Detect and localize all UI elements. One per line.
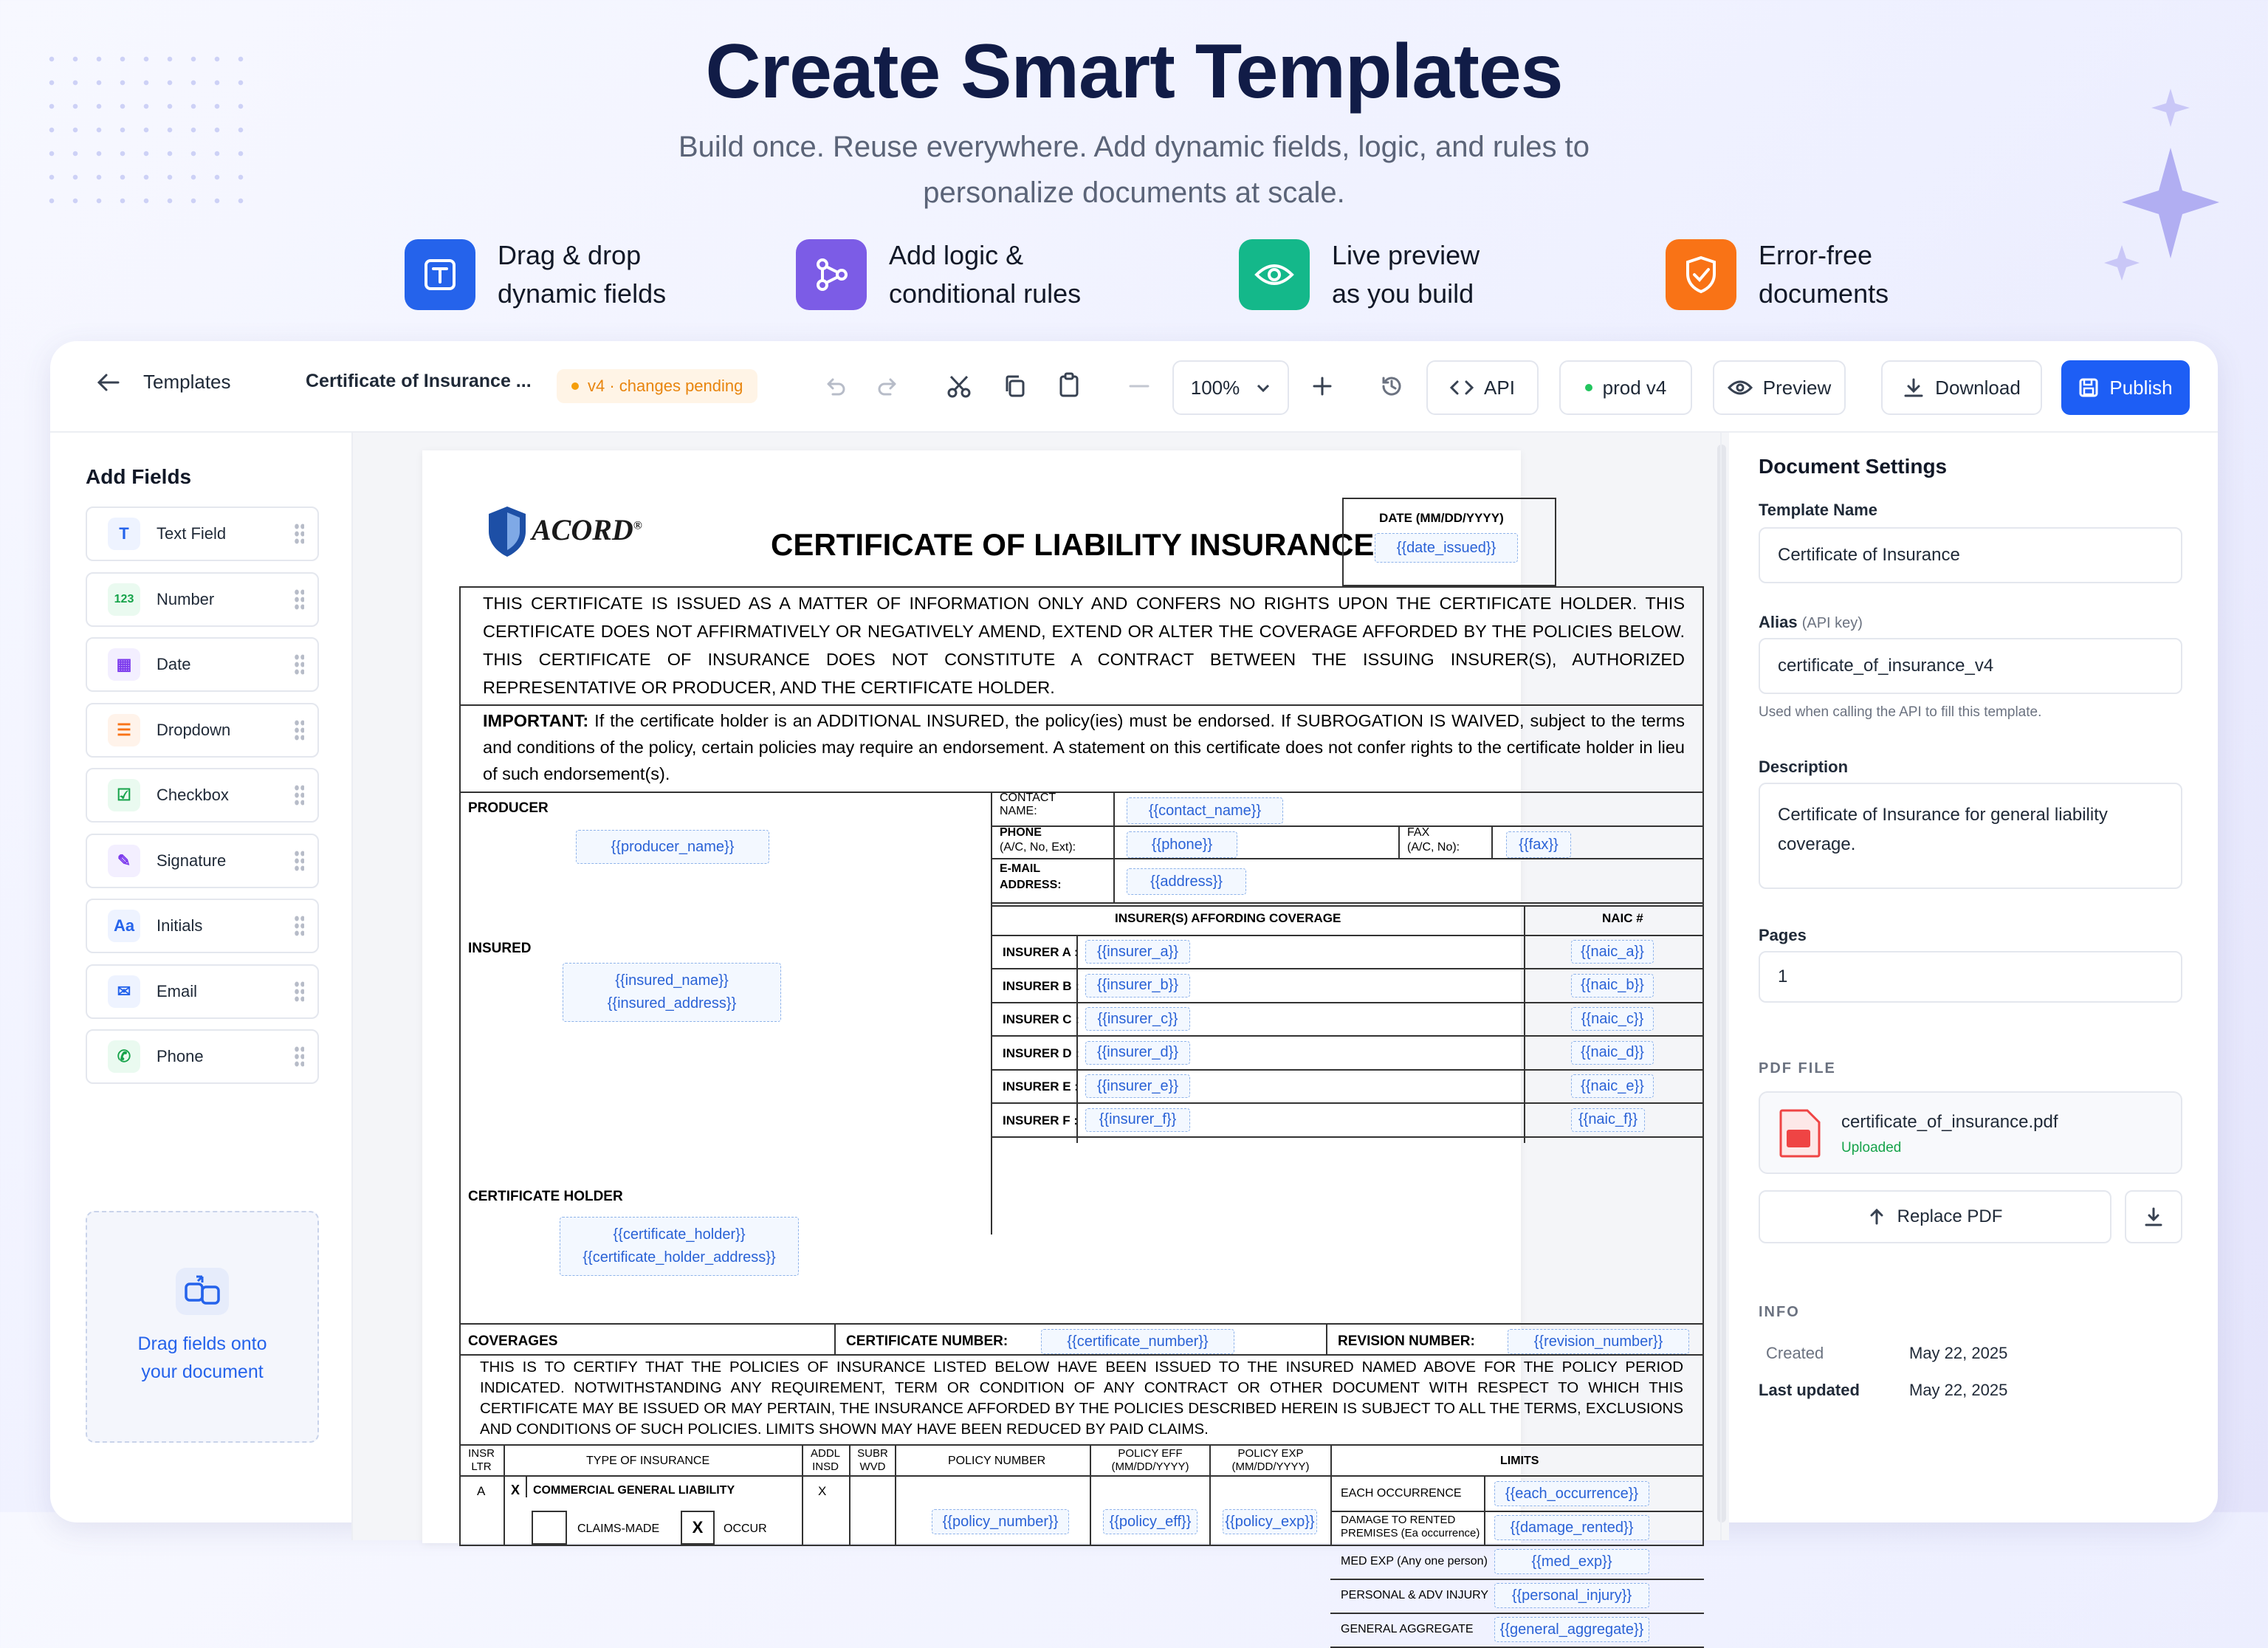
status-dot xyxy=(571,382,579,390)
drag-handle-icon[interactable] xyxy=(294,981,304,1003)
field-naic[interactable]: {{naic_d}} xyxy=(1571,1041,1654,1065)
email-label-2: ADDRESS: xyxy=(1000,879,1062,891)
drag-handle-icon[interactable] xyxy=(294,523,304,545)
feature-line: conditional rules xyxy=(889,278,1082,309)
env-label: prod v4 xyxy=(1602,376,1667,399)
field-type-date[interactable] xyxy=(86,637,319,692)
important-notice xyxy=(483,707,1685,787)
limit-label xyxy=(1341,1514,1480,1540)
field-type-label: Signature xyxy=(157,851,227,870)
field-insurer[interactable]: {{insurer_f}} xyxy=(1085,1108,1190,1132)
zoom-out-icon[interactable] xyxy=(1128,384,1150,388)
limit-label: GENERAL AGGREGATE xyxy=(1341,1623,1474,1635)
field-type-phone[interactable] xyxy=(86,1029,319,1084)
contact-label xyxy=(1000,792,1056,818)
environment-selector[interactable] xyxy=(1559,360,1692,415)
fax-label-2: (A/C, No): xyxy=(1407,841,1460,854)
field-type-label: Phone xyxy=(157,1047,204,1065)
sparkle-icon xyxy=(2111,89,2259,310)
claims-made-checkbox[interactable] xyxy=(532,1511,567,1545)
pages-input[interactable]: 1 xyxy=(1759,951,2182,1003)
template-name-input[interactable]: Certificate of Insurance xyxy=(1759,527,2182,583)
limit-row-divider xyxy=(1330,1511,1704,1512)
insured-name-ph: {{insured_name}} xyxy=(615,972,729,989)
field-naic[interactable]: {{naic_e}} xyxy=(1571,1074,1654,1098)
download-icon xyxy=(2143,1206,2164,1227)
certify-text: THIS IS TO CERTIFY THAT THE POLICIES OF INSURANCE LISTED BELOW HAVE BEEN ISSUED TO THE INSURED NAMED ABOVE FOR THE POLICY PERIOD INDICATED. NOTWITHSTANDING ANY REQUIREMENT, TERM OR CONDITION OF ANY CONTRACT OR OTHER DOCUMENT WITH RESPECT TO WHICH THIS CERTIFICATE MAY BE ISSUED OR MAY PERTAIN, THE INSURANCE AFFORDED BY THE POLICIES DESCRIBED HEREIN IS SUBJECT TO ALL THE TERMS, EXCLUSIONS AND CONDITIONS OF SUCH POLICIES. LIMITS SHOWN MAY HAVE BEEN REDUCED BY PAID CLAIMS. xyxy=(480,1359,1683,1438)
limit-label: MED EXP (Any one person) xyxy=(1341,1555,1488,1568)
email-label-1: E-MAIL xyxy=(1000,862,1041,875)
cgl-check-mark[interactable]: X xyxy=(511,1483,520,1497)
back-label: Templates xyxy=(143,371,231,393)
save-icon xyxy=(2078,377,2099,398)
drop-zone-text: Drag fields onto your document xyxy=(137,1333,267,1382)
acord-certificate-page xyxy=(422,450,1685,1638)
field-type-label: Dropdown xyxy=(157,720,231,739)
zoom-select[interactable] xyxy=(1172,360,1289,415)
insurer-label: INSURER C : xyxy=(1003,1012,1079,1026)
paste-icon[interactable] xyxy=(1057,372,1081,399)
updated-label: Last updated xyxy=(1759,1381,1860,1399)
cut-icon[interactable] xyxy=(946,374,972,399)
field-naic[interactable]: {{naic_b}} xyxy=(1571,974,1654,998)
hero-title: Create Smart Templates xyxy=(705,29,1563,114)
limit-label-1: DAMAGE TO RENTED xyxy=(1341,1514,1456,1526)
certificate-title: CERTIFICATE OF LIABILITY INSURANCE xyxy=(771,527,1375,562)
limit-row-divider xyxy=(1330,1579,1704,1580)
initials-icon: Aa xyxy=(108,910,140,942)
pages-label: Pages xyxy=(1759,926,1807,944)
contact-label-1: CONTACT xyxy=(1000,792,1056,804)
alias-help: Used when calling the API to fill this template. xyxy=(1759,704,2042,720)
undo-icon[interactable] xyxy=(822,375,846,397)
col-addl-insd xyxy=(806,1447,845,1474)
col-policy-number: POLICY NUMBER xyxy=(948,1455,1046,1467)
insurer-label: INSURER D : xyxy=(1003,1046,1079,1060)
replace-pdf-label: Replace PDF xyxy=(1897,1206,2003,1226)
feature-line: Live preview xyxy=(1332,240,1480,270)
field-type-checkbox[interactable] xyxy=(86,768,319,823)
field-insured[interactable] xyxy=(563,963,781,1022)
drag-fields-icon xyxy=(176,1268,229,1315)
col-insr-2: LTR xyxy=(471,1460,492,1473)
drag-handle-icon[interactable] xyxy=(294,719,304,741)
feature-line: Add logic & xyxy=(889,240,1024,270)
info-section: INFO xyxy=(1759,1304,1800,1320)
eye-icon xyxy=(1239,239,1310,310)
api-button[interactable] xyxy=(1426,360,1539,415)
registered-mark: ® xyxy=(633,519,642,532)
zoom-in-icon[interactable] xyxy=(1311,375,1333,397)
field-certificate-holder[interactable] xyxy=(560,1217,799,1276)
field-producer-name[interactable]: {{producer_name}} xyxy=(576,830,769,864)
field-phone[interactable]: {{phone}} xyxy=(1127,831,1237,858)
occur-checkbox[interactable]: X xyxy=(681,1511,715,1545)
pdf-upload-status: Uploaded xyxy=(1841,1140,1902,1156)
chevron-down-icon xyxy=(1256,383,1271,392)
field-fax[interactable]: {{fax}} xyxy=(1506,831,1571,858)
preview-label: Preview xyxy=(1762,376,1832,399)
number-icon: 123 xyxy=(108,583,140,616)
col-insr-1: INSR xyxy=(468,1447,495,1460)
insurer-row-divider xyxy=(991,1136,1704,1138)
field-naic[interactable]: {{naic_c}} xyxy=(1571,1007,1654,1031)
email-label xyxy=(1000,861,1062,893)
feature-line: dynamic fields xyxy=(498,278,667,309)
insurer-row-divider xyxy=(991,968,1704,969)
acord-wordmark xyxy=(532,512,642,547)
acord-shield-logo xyxy=(486,505,529,558)
occur-label: OCCUR xyxy=(724,1522,767,1535)
drag-handle-icon[interactable] xyxy=(294,915,304,937)
field-policy-number[interactable]: {{policy_number}} xyxy=(932,1509,1069,1534)
template-name-label: Template Name xyxy=(1759,501,1877,519)
mail-icon: ✉ xyxy=(108,975,140,1008)
pdf-file-card[interactable] xyxy=(1759,1091,2182,1174)
field-type-email[interactable] xyxy=(86,964,319,1019)
col-type-of-insurance: TYPE OF INSURANCE xyxy=(586,1455,710,1467)
limit-row-divider xyxy=(1330,1545,1704,1546)
important-text: If the certificate holder is an ADDITIONAL INSURED, the policy(ies) must be endorsed. If SUBROGATION IS WAIVED, subject to the terms and conditions of the policy, certain policies may require an endorsement. A statement on this certificate does not confer rights to the certificate holder in lieu of such endorsement(s). xyxy=(483,711,1685,783)
col-policy-exp xyxy=(1217,1447,1324,1474)
checkbox-icon: ☑ xyxy=(108,779,140,811)
acord-wordmark-text: ACORD xyxy=(532,513,633,546)
text-icon: T xyxy=(108,518,140,550)
upload-icon xyxy=(1868,1207,1886,1226)
phone-icon: ✆ xyxy=(108,1040,140,1073)
field-limit[interactable]: {{med_exp}} xyxy=(1494,1549,1649,1574)
holder-name-ph: {{certificate_holder}} xyxy=(613,1226,746,1243)
api-label: API xyxy=(1484,376,1515,399)
notice-text: THIS CERTIFICATE IS ISSUED AS A MATTER OF INFORMATION ONLY AND CONFERS NO RIGHTS UPON THE CERTIFICATE HOLDER. THIS CERTIFICATE DOES NOT AFFIRMATIVELY OR NEGATIVELY AMEND, EXTEND OR ALTER THE COVERAGE AFFORDED BY THE POLICIES BELOW. THIS CERTIFICATE OF INSURANCE DOES NOT CONSTITUTE A CONTRACT BETWEEN THE ISSUING INSURER(S), AUTHORIZED REPRESENTATIVE OR PRODUCER, AND THE CERTIFICATE HOLDER. xyxy=(483,594,1685,697)
field-type-text-field[interactable] xyxy=(86,507,319,561)
download-icon xyxy=(1903,377,1925,399)
field-date-issued[interactable]: {{date_issued}} xyxy=(1375,533,1518,563)
field-insurer[interactable]: {{insurer_a}} xyxy=(1085,940,1190,964)
shield-check-icon xyxy=(1666,239,1736,310)
insured-label: INSURED xyxy=(468,941,532,956)
fax-label xyxy=(1407,825,1460,855)
col-addl-1: ADDL xyxy=(810,1447,840,1460)
feature-line: Drag & drop xyxy=(498,240,642,270)
hero-subtitle: Build once. Reuse everywhere. Add dynamic fields, logic, and rules to personalize documents at scale. xyxy=(678,131,1590,209)
field-naic[interactable]: {{naic_f}} xyxy=(1571,1108,1645,1132)
alias-hint: (API key) xyxy=(1801,615,1863,631)
editor-window xyxy=(50,341,2218,1638)
replace-pdf-button[interactable] xyxy=(1759,1190,2111,1243)
field-type-initials[interactable] xyxy=(86,899,319,953)
insurer-row-divider xyxy=(991,1102,1704,1104)
drag-handle-icon[interactable] xyxy=(294,653,304,676)
field-insurer[interactable]: {{insurer_c}} xyxy=(1085,1007,1190,1031)
copy-icon[interactable] xyxy=(1003,374,1028,399)
col-subr-1: SUBR xyxy=(857,1447,888,1460)
arrow-left-icon xyxy=(96,373,120,392)
download-button[interactable] xyxy=(1881,360,2042,415)
redo-icon[interactable] xyxy=(877,375,901,397)
cgl-label: COMMERCIAL GENERAL LIABILITY xyxy=(533,1484,735,1497)
field-type-label: Date xyxy=(157,655,191,673)
col-eff-1: POLICY EFF xyxy=(1118,1447,1183,1460)
list-icon: ☰ xyxy=(108,714,140,746)
code-icon xyxy=(1450,380,1474,396)
field-type-dropdown[interactable] xyxy=(86,703,319,758)
col-subr-2: WVD xyxy=(859,1460,886,1473)
field-email-address[interactable]: {{address}} xyxy=(1127,868,1246,895)
col-policy-eff xyxy=(1099,1447,1202,1474)
publish-button[interactable] xyxy=(2061,360,2190,415)
fields-sidebar xyxy=(50,433,353,1540)
field-limit[interactable]: {{damage_rented}} xyxy=(1494,1515,1649,1540)
phone-label-1: PHONE xyxy=(1000,826,1042,839)
field-insurer[interactable]: {{insurer_d}} xyxy=(1085,1041,1190,1065)
created-date: May 22, 2025 xyxy=(1909,1344,2008,1362)
toolbar xyxy=(50,341,2218,433)
field-insurer[interactable]: {{insurer_b}} xyxy=(1085,974,1190,998)
addl-insd-mark: X xyxy=(818,1484,827,1498)
drag-handle-icon[interactable] xyxy=(294,1046,304,1068)
field-revision-number[interactable]: {{revision_number}} xyxy=(1508,1329,1689,1354)
signature-icon: ✎ xyxy=(108,845,140,877)
insr-ltr-a: A xyxy=(477,1484,486,1498)
field-type-label: Initials xyxy=(157,916,203,935)
col-limits: LIMITS xyxy=(1500,1455,1539,1467)
field-type-label: Number xyxy=(157,589,215,608)
insurer-label: INSURER B : xyxy=(1003,978,1079,993)
col-eff-2: (MM/DD/YYYY) xyxy=(1111,1460,1189,1473)
zoom-value: 100% xyxy=(1190,376,1240,399)
col-exp-1: POLICY EXP xyxy=(1237,1447,1304,1460)
download-pdf-button[interactable] xyxy=(2125,1190,2182,1243)
feature-line: documents xyxy=(1759,278,1889,309)
col-subr-wvd xyxy=(853,1447,892,1474)
field-policy-eff[interactable]: {{policy_eff}} xyxy=(1103,1509,1197,1534)
alias-label xyxy=(1759,613,1863,632)
insurer-row-divider xyxy=(991,1035,1704,1037)
insured-address-ph: {{insured_address}} xyxy=(607,995,737,1012)
coverages-label: COVERAGES xyxy=(468,1333,558,1349)
col-insr-ltr xyxy=(467,1447,496,1474)
field-naic[interactable]: {{naic_a}} xyxy=(1571,940,1654,964)
description-label: Description xyxy=(1759,758,1849,776)
limit-label: EACH OCCURRENCE xyxy=(1341,1487,1462,1500)
field-contact-name[interactable]: {{contact_name}} xyxy=(1127,797,1283,824)
limit-label-2: PREMISES (Ea occurrence) xyxy=(1341,1527,1480,1539)
insurer-label: INSURER A : xyxy=(1003,945,1079,959)
feature-line: as you build xyxy=(1332,278,1474,309)
doc-title[interactable]: Certificate of Insurance ... xyxy=(306,371,532,391)
settings-title: Document Settings xyxy=(1759,455,1948,478)
insurer-label: INSURER E : xyxy=(1003,1079,1079,1093)
drop-zone[interactable] xyxy=(86,1211,319,1443)
feature-preview xyxy=(1239,236,1480,313)
field-type-label: Checkbox xyxy=(157,786,229,804)
field-limit[interactable]: {{general_aggregate}} xyxy=(1494,1617,1649,1642)
document-canvas xyxy=(353,433,1729,1638)
description-textarea[interactable]: Certificate of Insurance for general liability coverage. xyxy=(1759,783,2182,889)
field-limit[interactable]: {{each_occurrence}} xyxy=(1494,1481,1649,1506)
revision-number-label: REVISION NUMBER: xyxy=(1338,1333,1475,1349)
col-addl-2: INSD xyxy=(812,1460,839,1473)
drag-handle-icon[interactable] xyxy=(294,588,304,611)
field-limit[interactable]: {{personal_injury}} xyxy=(1494,1583,1649,1608)
feature-line: Error-free xyxy=(1759,240,1873,270)
insurers-header: INSURER(S) AFFORDING COVERAGE xyxy=(1115,911,1341,925)
pdf-file-icon xyxy=(1778,1109,1822,1158)
producer-label: PRODUCER xyxy=(468,800,549,816)
publish-label: Publish xyxy=(2109,376,2173,399)
preview-button[interactable] xyxy=(1713,360,1846,415)
phone-label xyxy=(1000,825,1076,855)
feature-logic xyxy=(796,236,1081,313)
settings-panel xyxy=(1720,433,2218,1540)
field-certificate-number[interactable]: {{certificate_number}} xyxy=(1041,1329,1234,1354)
field-insurer[interactable]: {{insurer_e}} xyxy=(1085,1074,1190,1098)
drag-handle-icon[interactable] xyxy=(294,850,304,872)
fax-label-1: FAX xyxy=(1407,826,1430,839)
sidebar-title: Add Fields xyxy=(86,465,192,488)
col-exp-2: (MM/DD/YYYY) xyxy=(1231,1460,1310,1473)
insurer-label: INSURER F : xyxy=(1003,1113,1078,1127)
certificate-number-label: CERTIFICATE NUMBER: xyxy=(846,1333,1008,1349)
date-label: DATE (MM/DD/YYYY) xyxy=(1379,511,1504,525)
field-policy-exp[interactable]: {{policy_exp}} xyxy=(1223,1509,1317,1534)
insurer-row-divider xyxy=(991,1002,1704,1003)
field-type-number[interactable] xyxy=(86,572,319,627)
alias-input[interactable]: certificate_of_insurance_v4 xyxy=(1759,638,2182,694)
drag-handle-icon[interactable] xyxy=(294,784,304,806)
history-icon[interactable] xyxy=(1379,374,1404,399)
holder-address-ph: {{certificate_holder_address}} xyxy=(583,1249,776,1266)
field-type-label: Email xyxy=(157,981,198,1000)
feature-error-free xyxy=(1666,236,1889,313)
back-to-templates[interactable] xyxy=(96,371,231,394)
eye-icon xyxy=(1728,379,1753,396)
claims-made-label: CLAIMS-MADE xyxy=(577,1522,660,1535)
phone-label-2: (A/C, No, Ext): xyxy=(1000,841,1076,854)
important-label: IMPORTANT: xyxy=(483,711,589,730)
field-type-label: Text Field xyxy=(157,524,227,543)
limit-label: PERSONAL & ADV INJURY xyxy=(1341,1589,1489,1601)
field-type-signature[interactable] xyxy=(86,834,319,888)
naic-header: NAIC # xyxy=(1602,911,1643,925)
status-badge xyxy=(557,369,757,403)
alias-label-text: Alias xyxy=(1759,613,1798,631)
insurer-row-divider xyxy=(991,1069,1704,1071)
pdf-file-name: certificate_of_insurance.pdf xyxy=(1841,1112,2058,1132)
branch-icon xyxy=(796,239,867,310)
contact-label-2: NAME: xyxy=(1000,805,1037,817)
text-field-icon xyxy=(405,239,475,310)
calendar-icon: ▦ xyxy=(108,648,140,681)
status-text: v4 · changes pending xyxy=(588,377,743,395)
certificate-holder-label: CERTIFICATE HOLDER xyxy=(468,1189,623,1204)
download-label: Download xyxy=(1935,376,2021,399)
updated-date: May 22, 2025 xyxy=(1909,1381,2008,1399)
created-label: Created xyxy=(1766,1344,1824,1362)
env-status-dot xyxy=(1585,384,1592,391)
pdf-file-section: PDF FILE xyxy=(1759,1060,1836,1077)
feature-drag-drop xyxy=(405,236,666,313)
limit-row-divider xyxy=(1330,1613,1704,1614)
